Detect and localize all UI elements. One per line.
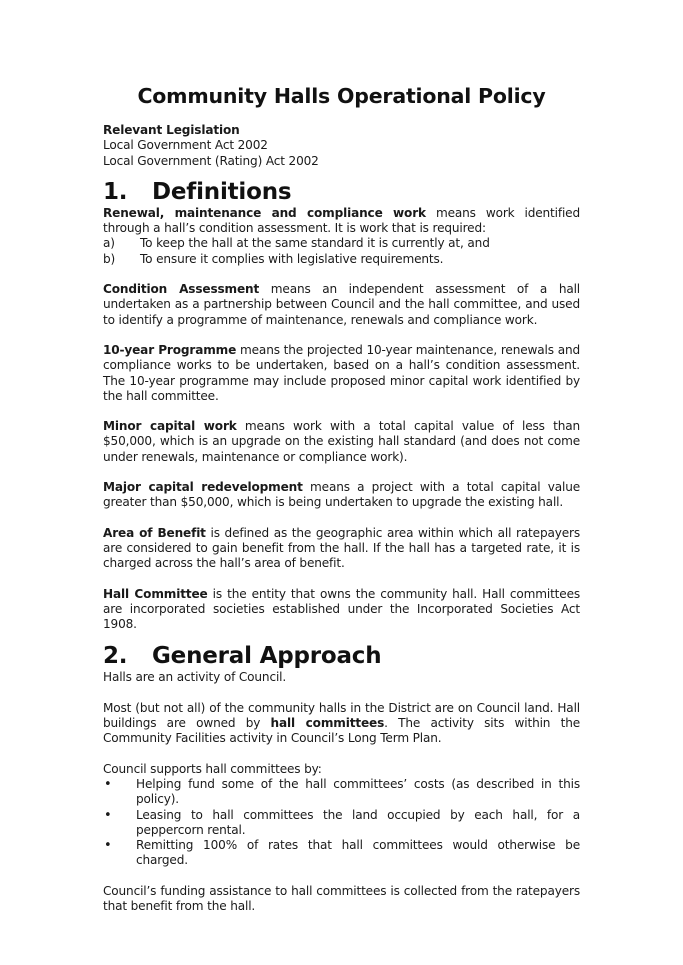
list-item [103,252,580,267]
definition-10-year-programme [103,343,580,404]
definition-renewal [103,206,580,267]
legislation-heading: Relevant Legislation [103,123,240,137]
definition-major-capital-redevelopment [103,480,580,511]
list-item [103,838,580,869]
bullet-icon: • [104,838,112,854]
definition-text: means work identified through a hall’s condition assessment. It is work that is required: [103,205,580,236]
list-item [103,777,580,808]
bullet-icon: • [104,807,112,823]
list-text: Helping fund some of the hall committees’ costs (as described in this policy). [136,776,580,807]
requirement-list [103,236,580,267]
definition-term: Hall Committee [103,586,208,601]
paragraph [103,884,580,915]
legislation-block [103,123,580,169]
definition-area-of-benefit [103,526,580,572]
definition-term: Area of Benefit [103,525,206,540]
paragraph-text: Council’s funding assistance to hall committees is collected from the ratepayers that benefit from the hall. [103,883,580,913]
paragraph-text: . The activity sits within the Community Facilities activity in Council’s Long Term Plan. [103,716,581,746]
definition-hall-committee [103,587,580,633]
paragraph-text: Most (but not all) of the community halls in the District are on Council land. Hall buildings are owned by [103,700,580,731]
definition-text: means work with a total capital value of less than $50,000, which is an upgrade on the existing hall standard (and does not come under renewals, maintenance or compliance work). [103,419,580,464]
section-title: General Approach [152,643,382,670]
emphasis-text: hall committees [270,716,385,731]
legislation-item: Local Government (Rating) Act 2002 [103,153,319,168]
section-number: 2. [103,643,128,670]
definition-condition-assessment [103,282,580,328]
list-marker: b) [103,251,116,266]
support-list [103,777,580,869]
definition-term: 10-year Programme [103,342,237,357]
definition-term: Major capital redevelopment [103,480,303,495]
bullet-icon: • [104,776,112,792]
definition-text: means the projected 10-year maintenance, renewals and compliance works to be undertaken, based on a hall’s condition assessment. The 10-year programme may include proposed minor capital work identified by the hall committee. [103,342,580,403]
legislation-item: Local Government Act 2002 [103,138,268,153]
paragraph-text: Council supports hall committees by: [103,761,322,776]
paragraph [103,701,580,747]
paragraph [103,762,580,869]
section-number: 1. [103,178,128,205]
definition-minor-capital-work [103,419,580,465]
definition-term: Condition Assessment [103,282,260,297]
list-marker: a) [103,236,115,251]
definition-text: means a project with a total capital value greater than $50,000, which is being undertaken to upgrade the existing hall. [103,480,580,510]
list-text: Remitting 100% of rates that hall committees would otherwise be charged. [136,838,580,868]
list-item [103,236,580,251]
definition-term: Renewal, maintenance and compliance work [103,205,426,220]
section-heading-general-approach [103,642,580,670]
list-text: To ensure it complies with legislative requirements. [140,251,444,266]
section-title: Definitions [152,178,292,205]
list-item [103,808,580,839]
list-text: To keep the hall at the same standard it is currently at, and [140,236,490,251]
definition-text: is the entity that owns the community hall. Hall committees are incorporated societies established under the Incorporated Societies Act 1908. [103,586,581,632]
page-title: Community Halls Operational Policy [137,84,546,108]
section-heading-definitions [103,178,580,206]
definition-term: Minor capital work [103,419,237,434]
paragraph [103,670,580,685]
definition-text: means an independent assessment of a hall undertaken as a partnership between Council and the hall committee, and used to identify a programme of maintenance, renewals and compliance work. [103,282,581,327]
paragraph-text: Halls are an activity of Council. [103,670,287,685]
definition-text: is defined as the geographic area within which all ratepayers are considered to gain benefit from the hall. If the hall has a targeted rate, it is charged across the hall’s area of benefit. [103,525,581,571]
list-text: Leasing to hall committees the land occupied by each hall, for a peppercorn rental. [136,807,580,837]
